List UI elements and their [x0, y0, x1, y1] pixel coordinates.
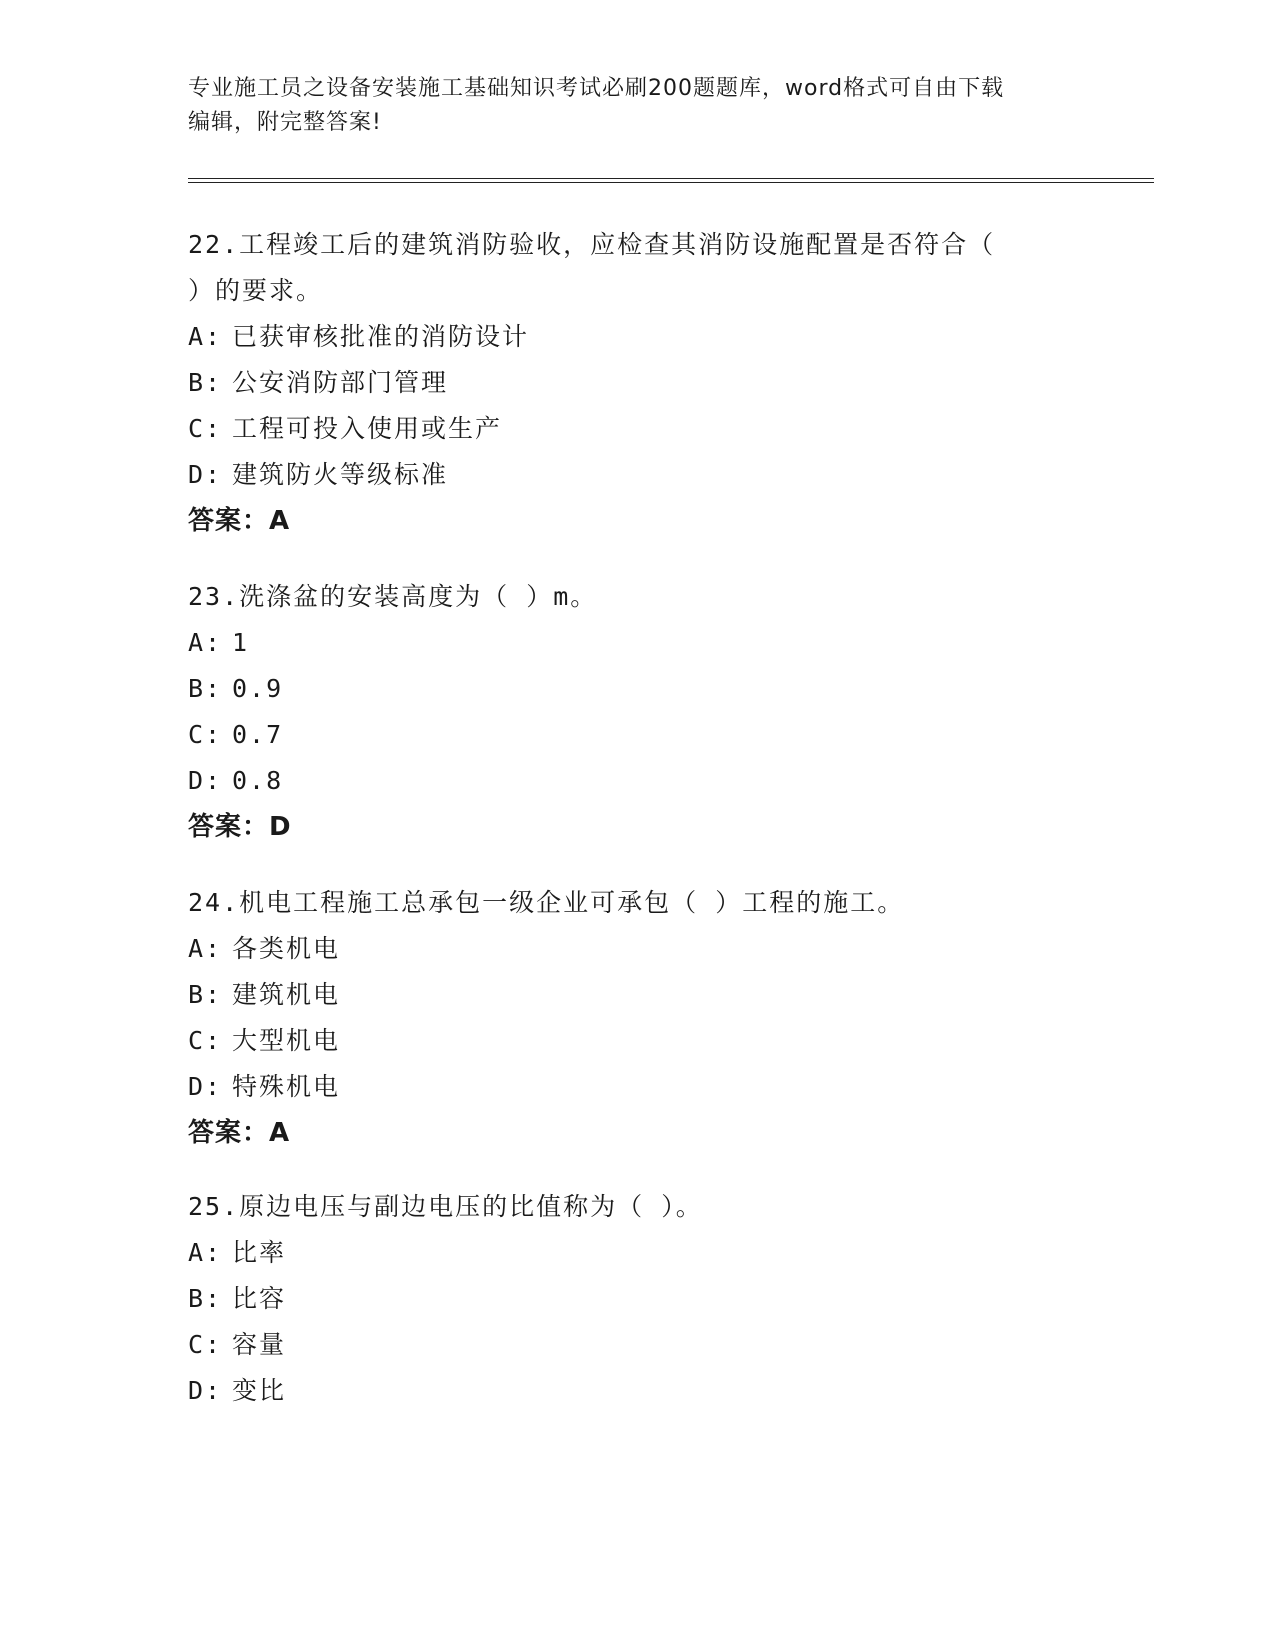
option-letter: D: [188, 460, 223, 489]
option-d [188, 758, 1068, 804]
option-letter: C: [188, 1026, 223, 1055]
option-b [188, 1276, 1068, 1322]
option-text: 0.7 [232, 720, 284, 749]
answer-line: 答案：A [188, 506, 291, 536]
option-text: 公安消防部门管理 [232, 368, 449, 397]
question-23 [188, 574, 1068, 850]
option-letter: B: [188, 368, 223, 397]
option-letter: C: [188, 414, 223, 443]
question-stem: 24.机电工程施工总承包一级企业可承包（ ）工程的施工。 [188, 888, 905, 917]
answer-line: 答案：D [188, 812, 292, 842]
option-text: 比容 [232, 1284, 287, 1313]
option-text: 大型机电 [232, 1026, 341, 1055]
option-text: 各类机电 [232, 934, 341, 963]
option-d [188, 1368, 1068, 1414]
option-d [188, 1064, 1068, 1110]
option-b [188, 360, 1068, 406]
option-letter: D: [188, 1072, 223, 1101]
header-divider [188, 178, 1154, 183]
option-text: 建筑机电 [232, 980, 341, 1009]
option-d [188, 452, 1068, 498]
header-line-1: 专业施工员之设备安装施工基础知识考试必刷200题题库，word格式可自由下载 [188, 76, 1005, 101]
option-letter: A: [188, 934, 223, 963]
option-a [188, 314, 1068, 360]
option-letter: D: [188, 1376, 223, 1405]
question-24 [188, 880, 1068, 1156]
option-c [188, 712, 1068, 758]
option-text: 变比 [232, 1376, 287, 1405]
option-b [188, 666, 1068, 712]
option-a [188, 926, 1068, 972]
option-text: 比率 [232, 1238, 287, 1267]
option-letter: B: [188, 1284, 223, 1313]
option-letter: A: [188, 322, 223, 351]
header-line-2: 编辑，附完整答案! [188, 110, 382, 135]
option-c [188, 1018, 1068, 1064]
option-a [188, 620, 1068, 666]
option-text: 工程可投入使用或生产 [232, 414, 503, 443]
question-stem: 22.工程竣工后的建筑消防验收，应检查其消防设施配置是否符合（ [188, 230, 996, 259]
option-letter: B: [188, 674, 223, 703]
option-letter: B: [188, 980, 223, 1009]
option-text: 容量 [232, 1330, 287, 1359]
option-letter: C: [188, 720, 223, 749]
option-text: 0.8 [232, 766, 284, 795]
option-letter: C: [188, 1330, 223, 1359]
option-a [188, 1230, 1068, 1276]
question-stem: 25.原边电压与副边电压的比值称为（ ）。 [188, 1192, 703, 1221]
option-letter: D: [188, 766, 223, 795]
question-25 [188, 1184, 1068, 1414]
option-text: 0.9 [232, 674, 284, 703]
option-text: 已获审核批准的消防设计 [232, 322, 530, 351]
question-22 [188, 222, 1068, 544]
option-b [188, 972, 1068, 1018]
option-letter: A: [188, 628, 223, 657]
option-text: 特殊机电 [232, 1072, 341, 1101]
question-stem: 23.洗涤盆的安装高度为（ ）m。 [188, 582, 598, 611]
document-header [188, 72, 1068, 140]
option-c [188, 406, 1068, 452]
option-text: 1 [232, 628, 250, 657]
option-letter: A: [188, 1238, 223, 1267]
question-stem-continued: ）的要求。 [188, 276, 324, 305]
option-text: 建筑防火等级标准 [232, 460, 449, 489]
answer-line: 答案：A [188, 1118, 291, 1148]
option-c [188, 1322, 1068, 1368]
